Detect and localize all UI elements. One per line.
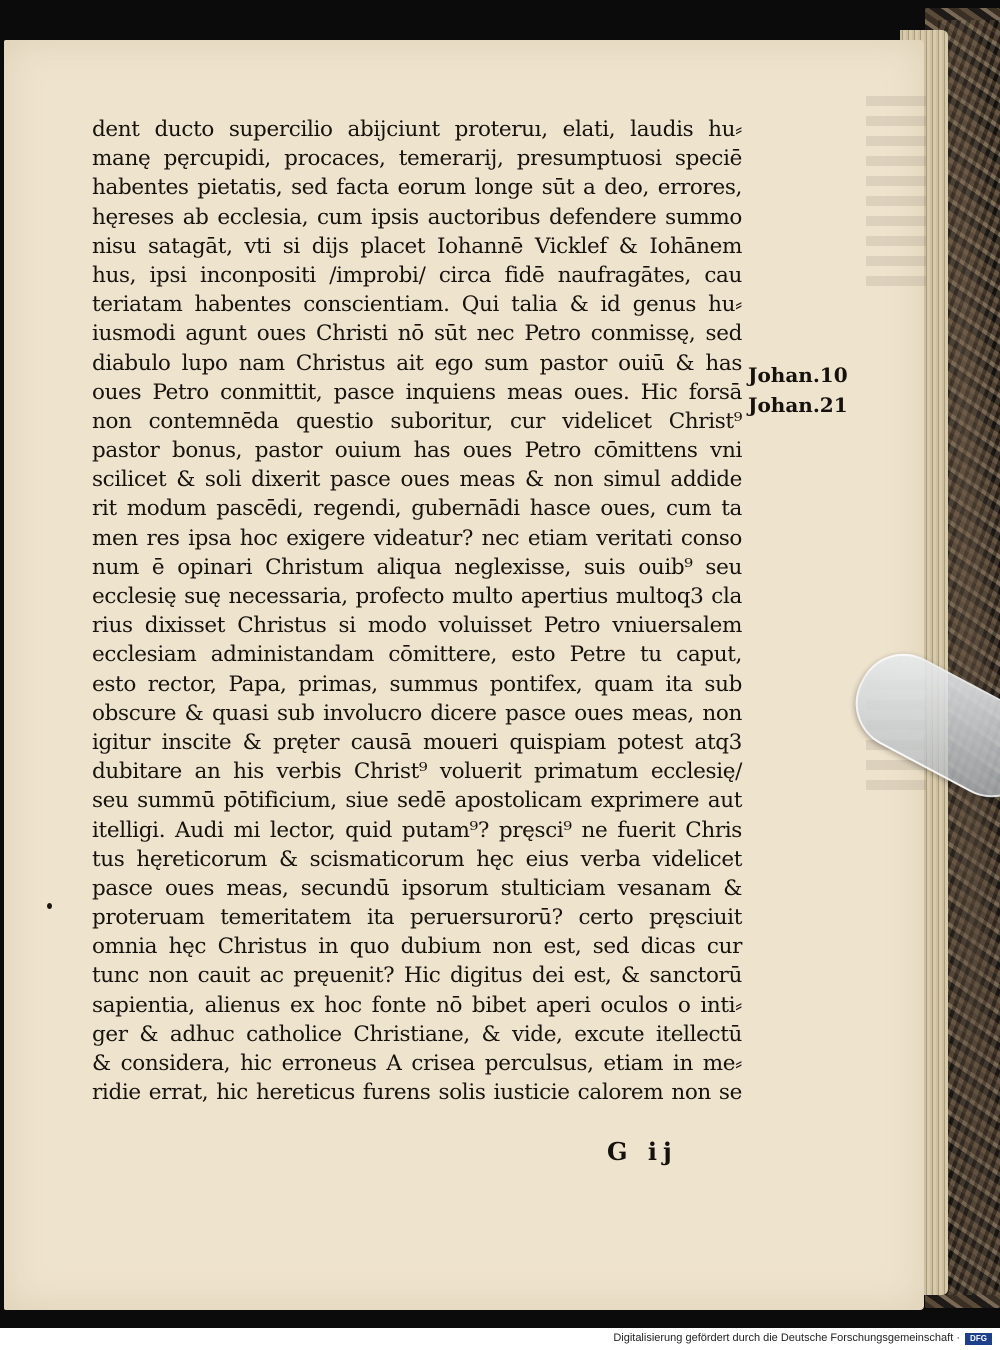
dfg-logo: DFG bbox=[965, 1333, 992, 1345]
text-line: iusmodi agunt oues Christi nō sūt nec Petro conmissę, sed bbox=[92, 321, 742, 347]
text-line: oues Petro conmittit, pasce inquiens meas oues. Hic forsā bbox=[92, 379, 742, 405]
text-line: ecclesię suę necessaria, profecto multo apertius multoq3 cla bbox=[92, 584, 742, 609]
text-line: hęreses ab ecclesia, cum ipsis auctoribus defendere summo bbox=[92, 204, 742, 230]
text-line: pastor bonus, pastor ouium has oues Petro cōmittens vni bbox=[92, 438, 742, 464]
main-text-block bbox=[92, 115, 742, 1107]
text-line: manę pęrcupidi, procaces, temerarij, presumptuosi speciē bbox=[92, 146, 742, 172]
text-line: habentes pietatis, sed facta eorum longe sūt a deo, errores, bbox=[92, 175, 742, 201]
text-line: non contemnēda questio suboritur, cur videlicet Christ⁹ bbox=[92, 408, 742, 434]
text-line: igitur inscite & pręter causā moueri quispiam potest atq3 bbox=[92, 729, 742, 755]
text-line: seu summū pōtificium, siue sedē apostolicam exprimere aut bbox=[92, 788, 742, 814]
ink-dot bbox=[47, 903, 52, 909]
text-line: sapientia, alienus ex hoc fonte nō bibet aperi oculos o inti⸗ bbox=[92, 992, 742, 1018]
text-line: num ē opinari Christum aliqua neglexisse, suis ouib⁹ seu bbox=[92, 554, 742, 580]
text-line: scilicet & soli dixerit pasce oues meas & non simul addide bbox=[92, 467, 742, 493]
footer-credit-text: Digitalisierung gefördert durch die Deutsche Forschungsgemeinschaft · bbox=[613, 1332, 960, 1344]
text-line: dent ducto supercilio abijciunt proteruı, elati, laudis hu⸗ bbox=[92, 117, 742, 142]
marginal-notes bbox=[748, 360, 868, 420]
text-line: & considera, hic erroneus A crisea perculsus, etiam in me⸗ bbox=[92, 1051, 742, 1076]
text-line: teriatam habentes conscientiam. Qui talia & id genus hu⸗ bbox=[92, 292, 742, 318]
show-through-text bbox=[866, 96, 926, 296]
text-line: ridie errat, hic hereticus furens solis iusticie calorem non se bbox=[92, 1080, 742, 1106]
text-line: omnia hęc Christus in quo dubium non est, sed dicas cur bbox=[92, 934, 742, 960]
text-line: rit modum pascēdi, regendi, gubernādi hasce oues, cum ta bbox=[92, 496, 742, 522]
text-line: men res ipsa hoc exigere videatur? nec etiam veritati conso bbox=[92, 525, 742, 551]
text-line: itelligi. Audi mi lector, quid putam⁹? pręsci⁹ ne fuerit Chris bbox=[92, 817, 742, 843]
text-line: pasce oues meas, secundū ipsorum stulticiam vesanam & bbox=[92, 875, 742, 901]
signature-mark: G ij bbox=[607, 1137, 678, 1166]
text-line: ger & adhuc catholice Christiane, & vide, excute itellectū bbox=[92, 1021, 742, 1047]
text-line: obscure & quasi sub involucro dicere pasce oues meas, non bbox=[92, 700, 742, 726]
text-line: rius dixisset Christus si modo voluisset Petro vniuersalem bbox=[92, 613, 742, 639]
marginal-note-johan-10: Johan.10 bbox=[748, 363, 848, 387]
text-line: hus, ipsi inconpositi /improbi/ circa fidē naufragātes, cau bbox=[92, 262, 742, 288]
footer-bar bbox=[0, 1328, 1000, 1350]
text-line: tus hęreticorum & scismaticorum hęc eius verba videlicet bbox=[92, 846, 742, 872]
text-line: proteruam temeritatem ita peruersurorū? certo pręsciuit bbox=[92, 905, 742, 931]
text-line: ecclesiam administandam cōmittere, esto Petre tu caput, bbox=[92, 642, 742, 668]
text-line: esto rector, Papa, primas, summus pontifex, quam ita sub bbox=[92, 671, 742, 697]
text-line: diabulo lupo nam Christus ait ego sum pastor ouiū & has bbox=[92, 350, 742, 376]
text-line: tunc non cauit ac pręuenit? Hic digitus dei est, & sanctorū bbox=[92, 963, 742, 989]
marginal-note-johan-21: Johan.21 bbox=[748, 393, 848, 417]
text-line: nisu satagāt, vti si dijs placet Iohannē Vicklef & Iohānem bbox=[92, 233, 742, 259]
text-line: dubitare an his verbis Christ⁹ voluerit primatum ecclesię/ bbox=[92, 759, 742, 785]
